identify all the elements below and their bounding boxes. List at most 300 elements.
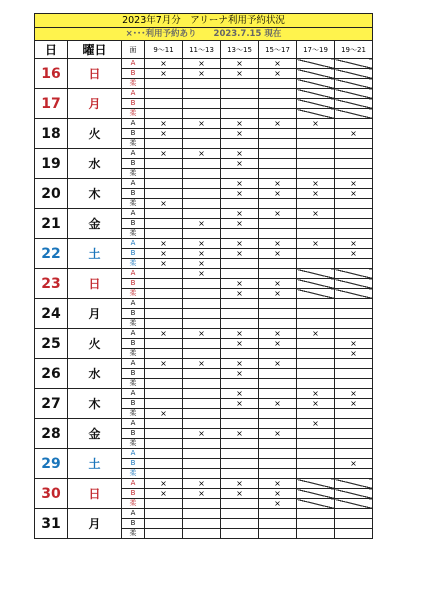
schedule-body	[35, 59, 373, 539]
open-slot	[335, 209, 373, 219]
header-slot: 13～15	[221, 41, 259, 59]
open-slot	[297, 459, 335, 469]
facility-label: B	[122, 369, 145, 379]
closed-slot	[297, 479, 335, 489]
open-slot	[297, 529, 335, 539]
reserved-mark: ×	[259, 499, 297, 509]
reserved-mark: ×	[221, 429, 259, 439]
open-slot	[145, 429, 183, 439]
open-slot	[259, 449, 297, 459]
open-slot	[221, 109, 259, 119]
closed-slot	[297, 489, 335, 499]
open-slot	[183, 139, 221, 149]
table-row	[35, 269, 373, 279]
closed-slot	[297, 89, 335, 99]
reserved-mark: ×	[183, 429, 221, 439]
open-slot	[145, 99, 183, 109]
open-slot	[145, 269, 183, 279]
open-slot	[297, 359, 335, 369]
open-slot	[335, 299, 373, 309]
open-slot	[183, 289, 221, 299]
open-slot	[259, 459, 297, 469]
open-slot	[145, 459, 183, 469]
reserved-mark: ×	[259, 179, 297, 189]
day-number: 24	[35, 299, 68, 329]
facility-label: A	[122, 179, 145, 189]
open-slot	[145, 519, 183, 529]
closed-slot	[335, 59, 373, 69]
open-slot	[221, 319, 259, 329]
facility-label: 柔	[122, 349, 145, 359]
reserved-mark: ×	[183, 489, 221, 499]
open-slot	[297, 409, 335, 419]
facility-label: B	[122, 519, 145, 529]
reserved-mark: ×	[145, 409, 183, 419]
weekday-label: 月	[68, 299, 122, 329]
open-slot	[183, 129, 221, 139]
open-slot	[221, 459, 259, 469]
table-row	[35, 89, 373, 99]
open-slot	[259, 319, 297, 329]
facility-label: 柔	[122, 439, 145, 449]
open-slot	[297, 449, 335, 459]
day-number: 22	[35, 239, 68, 269]
open-slot	[221, 469, 259, 479]
reserved-mark: ×	[145, 479, 183, 489]
reserved-mark: ×	[145, 239, 183, 249]
weekday-label: 火	[68, 329, 122, 359]
facility-label: A	[122, 479, 145, 489]
facility-label: B	[122, 249, 145, 259]
open-slot	[183, 79, 221, 89]
open-slot	[145, 79, 183, 89]
open-slot	[221, 269, 259, 279]
facility-label: B	[122, 99, 145, 109]
day-number: 28	[35, 419, 68, 449]
open-slot	[183, 319, 221, 329]
reserved-mark: ×	[335, 129, 373, 139]
open-slot	[145, 349, 183, 359]
closed-slot	[297, 499, 335, 509]
open-slot	[221, 379, 259, 389]
open-slot	[297, 379, 335, 389]
facility-label: B	[122, 489, 145, 499]
open-slot	[183, 399, 221, 409]
reserved-mark: ×	[259, 289, 297, 299]
table-row	[35, 239, 373, 249]
reserved-mark: ×	[335, 389, 373, 399]
reserved-mark: ×	[297, 209, 335, 219]
header-facility: 面	[122, 41, 145, 59]
closed-slot	[335, 269, 373, 279]
open-slot	[297, 249, 335, 259]
header-slot: 15～17	[259, 41, 297, 59]
facility-label: A	[122, 149, 145, 159]
open-slot	[145, 209, 183, 219]
facility-label: A	[122, 209, 145, 219]
open-slot	[183, 99, 221, 109]
open-slot	[221, 409, 259, 419]
open-slot	[145, 379, 183, 389]
open-slot	[145, 509, 183, 519]
open-slot	[221, 449, 259, 459]
closed-slot	[335, 499, 373, 509]
open-slot	[183, 109, 221, 119]
open-slot	[335, 529, 373, 539]
reserved-mark: ×	[183, 69, 221, 79]
reserved-mark: ×	[297, 329, 335, 339]
open-slot	[145, 369, 183, 379]
open-slot	[183, 309, 221, 319]
closed-slot	[297, 289, 335, 299]
reserved-mark: ×	[145, 249, 183, 259]
open-slot	[183, 469, 221, 479]
facility-label: 柔	[122, 529, 145, 539]
open-slot	[221, 499, 259, 509]
open-slot	[297, 259, 335, 269]
open-slot	[259, 469, 297, 479]
reserved-mark: ×	[335, 349, 373, 359]
weekday-label: 日	[68, 269, 122, 299]
closed-slot	[297, 99, 335, 109]
reserved-mark: ×	[259, 119, 297, 129]
open-slot	[335, 329, 373, 339]
open-slot	[183, 419, 221, 429]
facility-label: 柔	[122, 79, 145, 89]
reserved-mark: ×	[183, 149, 221, 159]
open-slot	[221, 89, 259, 99]
open-slot	[259, 419, 297, 429]
reserved-mark: ×	[221, 69, 259, 79]
open-slot	[221, 259, 259, 269]
open-slot	[221, 509, 259, 519]
open-slot	[183, 209, 221, 219]
open-slot	[335, 259, 373, 269]
open-slot	[221, 309, 259, 319]
closed-slot	[335, 79, 373, 89]
open-slot	[335, 319, 373, 329]
reserved-mark: ×	[221, 279, 259, 289]
open-slot	[145, 529, 183, 539]
facility-label: A	[122, 119, 145, 129]
reserved-mark: ×	[221, 329, 259, 339]
table-row	[35, 119, 373, 129]
reserved-mark: ×	[259, 279, 297, 289]
open-slot	[297, 139, 335, 149]
facility-label: A	[122, 269, 145, 279]
day-number: 29	[35, 449, 68, 479]
open-slot	[297, 159, 335, 169]
header-slot: 19～21	[335, 41, 373, 59]
header-slot: 17～19	[297, 41, 335, 59]
open-slot	[297, 129, 335, 139]
open-slot	[145, 179, 183, 189]
open-slot	[145, 279, 183, 289]
open-slot	[335, 509, 373, 519]
table-row	[35, 209, 373, 219]
open-slot	[259, 299, 297, 309]
open-slot	[145, 289, 183, 299]
weekday-label: 金	[68, 209, 122, 239]
reserved-mark: ×	[297, 419, 335, 429]
open-slot	[221, 529, 259, 539]
open-slot	[221, 349, 259, 359]
reserved-mark: ×	[145, 129, 183, 139]
open-slot	[221, 99, 259, 109]
open-slot	[259, 439, 297, 449]
open-slot	[183, 519, 221, 529]
open-slot	[183, 159, 221, 169]
facility-label: B	[122, 339, 145, 349]
open-slot	[221, 139, 259, 149]
header-row	[35, 41, 373, 59]
open-slot	[335, 159, 373, 169]
reserved-mark: ×	[297, 119, 335, 129]
table-row	[35, 449, 373, 459]
day-number: 19	[35, 149, 68, 179]
open-slot	[297, 509, 335, 519]
open-slot	[297, 349, 335, 359]
open-slot	[183, 369, 221, 379]
open-slot	[259, 199, 297, 209]
reserved-mark: ×	[221, 219, 259, 229]
facility-label: B	[122, 69, 145, 79]
reserved-mark: ×	[145, 69, 183, 79]
weekday-label: 月	[68, 509, 122, 539]
reserved-mark: ×	[335, 459, 373, 469]
open-slot	[259, 269, 297, 279]
open-slot	[183, 449, 221, 459]
weekday-label: 土	[68, 449, 122, 479]
reserved-mark: ×	[221, 369, 259, 379]
weekday-label: 金	[68, 419, 122, 449]
reserved-mark: ×	[145, 489, 183, 499]
open-slot	[335, 219, 373, 229]
closed-slot	[335, 279, 373, 289]
facility-label: A	[122, 389, 145, 399]
open-slot	[183, 279, 221, 289]
open-slot	[297, 519, 335, 529]
reserved-mark: ×	[221, 359, 259, 369]
reserved-mark: ×	[259, 489, 297, 499]
reserved-mark: ×	[335, 239, 373, 249]
open-slot	[259, 229, 297, 239]
open-slot	[145, 419, 183, 429]
closed-slot	[335, 89, 373, 99]
reserved-mark: ×	[183, 59, 221, 69]
day-number: 26	[35, 359, 68, 389]
reserved-mark: ×	[297, 189, 335, 199]
reserved-mark: ×	[145, 359, 183, 369]
day-number: 17	[35, 89, 68, 119]
reserved-mark: ×	[221, 189, 259, 199]
open-slot	[335, 359, 373, 369]
facility-label: 柔	[122, 409, 145, 419]
open-slot	[335, 409, 373, 419]
facility-label: A	[122, 299, 145, 309]
reserved-mark: ×	[259, 59, 297, 69]
reserved-mark: ×	[297, 179, 335, 189]
reserved-mark: ×	[183, 119, 221, 129]
open-slot	[221, 199, 259, 209]
open-slot	[259, 309, 297, 319]
open-slot	[335, 119, 373, 129]
open-slot	[145, 89, 183, 99]
facility-label: 柔	[122, 109, 145, 119]
open-slot	[335, 379, 373, 389]
reserved-mark: ×	[145, 199, 183, 209]
reserved-mark: ×	[221, 489, 259, 499]
facility-label: A	[122, 359, 145, 369]
open-slot	[297, 369, 335, 379]
facility-label: 柔	[122, 169, 145, 179]
closed-slot	[297, 279, 335, 289]
facility-label: A	[122, 509, 145, 519]
open-slot	[145, 299, 183, 309]
reserved-mark: ×	[221, 129, 259, 139]
table-row	[35, 419, 373, 429]
table-row	[35, 329, 373, 339]
closed-slot	[335, 69, 373, 79]
open-slot	[297, 319, 335, 329]
reserved-mark: ×	[335, 179, 373, 189]
reserved-mark: ×	[221, 239, 259, 249]
facility-label: B	[122, 309, 145, 319]
open-slot	[145, 389, 183, 399]
open-slot	[335, 449, 373, 459]
closed-slot	[297, 109, 335, 119]
closed-slot	[335, 489, 373, 499]
weekday-label: 日	[68, 479, 122, 509]
facility-label: B	[122, 459, 145, 469]
open-slot	[335, 419, 373, 429]
facility-label: B	[122, 429, 145, 439]
reserved-mark: ×	[145, 329, 183, 339]
reserved-mark: ×	[221, 159, 259, 169]
facility-label: 柔	[122, 469, 145, 479]
reserved-mark: ×	[221, 59, 259, 69]
open-slot	[259, 109, 297, 119]
day-number: 25	[35, 329, 68, 359]
reserved-mark: ×	[259, 479, 297, 489]
closed-slot	[297, 59, 335, 69]
open-slot	[145, 469, 183, 479]
open-slot	[335, 519, 373, 529]
open-slot	[183, 229, 221, 239]
table-row	[35, 59, 373, 69]
weekday-label: 水	[68, 359, 122, 389]
closed-slot	[335, 99, 373, 109]
open-slot	[145, 319, 183, 329]
facility-label: 柔	[122, 499, 145, 509]
open-slot	[183, 189, 221, 199]
facility-label: A	[122, 89, 145, 99]
open-slot	[145, 139, 183, 149]
day-number: 16	[35, 59, 68, 89]
reserved-mark: ×	[335, 339, 373, 349]
facility-label: A	[122, 449, 145, 459]
table-row	[35, 179, 373, 189]
open-slot	[297, 439, 335, 449]
open-slot	[297, 339, 335, 349]
reserved-mark: ×	[221, 389, 259, 399]
reserved-mark: ×	[183, 479, 221, 489]
day-number: 23	[35, 269, 68, 299]
table-row	[35, 359, 373, 369]
open-slot	[259, 99, 297, 109]
open-slot	[297, 469, 335, 479]
facility-label: B	[122, 159, 145, 169]
closed-slot	[335, 109, 373, 119]
table-row	[35, 389, 373, 399]
facility-label: 柔	[122, 379, 145, 389]
open-slot	[145, 219, 183, 229]
open-slot	[259, 389, 297, 399]
open-slot	[183, 459, 221, 469]
open-slot	[297, 219, 335, 229]
open-slot	[145, 309, 183, 319]
open-slot	[145, 439, 183, 449]
reserved-mark: ×	[145, 149, 183, 159]
open-slot	[259, 169, 297, 179]
facility-label: A	[122, 239, 145, 249]
reserved-mark: ×	[221, 209, 259, 219]
reserved-mark: ×	[221, 479, 259, 489]
reserved-mark: ×	[183, 259, 221, 269]
open-slot	[183, 349, 221, 359]
open-slot	[183, 179, 221, 189]
open-slot	[183, 389, 221, 399]
weekday-label: 水	[68, 149, 122, 179]
open-slot	[183, 529, 221, 539]
open-slot	[335, 469, 373, 479]
reserved-mark: ×	[221, 339, 259, 349]
facility-label: B	[122, 219, 145, 229]
open-slot	[259, 379, 297, 389]
open-slot	[259, 139, 297, 149]
open-slot	[297, 229, 335, 239]
open-slot	[335, 369, 373, 379]
reserved-mark: ×	[221, 149, 259, 159]
open-slot	[335, 439, 373, 449]
open-slot	[259, 369, 297, 379]
open-slot	[221, 419, 259, 429]
reserved-mark: ×	[221, 399, 259, 409]
open-slot	[297, 309, 335, 319]
table-row	[35, 299, 373, 309]
day-number: 18	[35, 119, 68, 149]
day-number: 31	[35, 509, 68, 539]
day-number: 20	[35, 179, 68, 209]
reserved-mark: ×	[183, 329, 221, 339]
closed-slot	[297, 69, 335, 79]
open-slot	[145, 339, 183, 349]
reserved-mark: ×	[259, 69, 297, 79]
open-slot	[297, 299, 335, 309]
reserved-mark: ×	[259, 339, 297, 349]
header-slot: 11～13	[183, 41, 221, 59]
open-slot	[145, 399, 183, 409]
reserved-mark: ×	[183, 269, 221, 279]
open-slot	[221, 79, 259, 89]
reserved-mark: ×	[145, 119, 183, 129]
open-slot	[297, 199, 335, 209]
open-slot	[297, 149, 335, 159]
open-slot	[259, 159, 297, 169]
reserved-mark: ×	[145, 259, 183, 269]
header-weekday: 曜日	[68, 41, 122, 59]
facility-label: A	[122, 329, 145, 339]
